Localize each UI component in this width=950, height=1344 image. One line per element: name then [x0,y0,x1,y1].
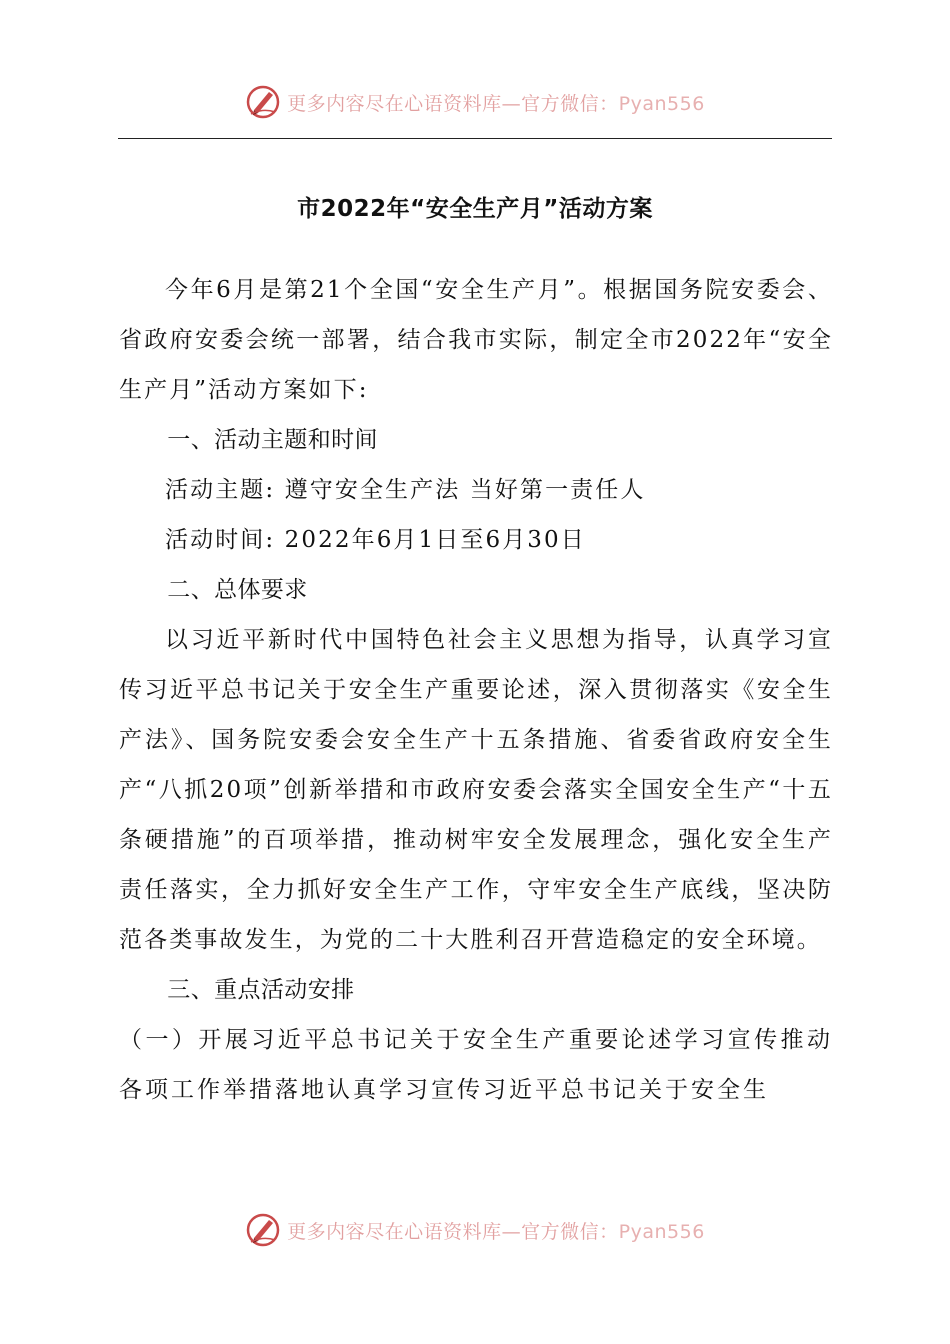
footer-watermark [0,1210,950,1250]
section-heading-3: 三、重点活动安排 [167,977,355,1003]
pen-on-paper-icon [245,1212,281,1248]
pen-on-paper-icon [245,84,281,120]
section-heading-1: 一、活动主题和时间 [167,427,378,453]
intro-paragraph: 今年6月是第21个全国“安全生产月”。根据国务院安委会、省政府安委会统一部署，结合我市实际，制定全市2022年“安全生产月”活动方案如下: [119,277,833,403]
activity-theme: 活动主题: 遵守安全生产法 当好第一责任人 [165,477,646,503]
activity-time: 活动时间: 2022年6月1日至6月30日 [165,527,586,553]
header-rule [118,138,832,139]
section-heading-2: 二、总体要求 [167,577,308,603]
header-watermark [0,82,950,122]
watermark-text: 更多内容尽在心语资料库—官方微信：Pyan556 [287,1220,705,1243]
watermark-text: 更多内容尽在心语资料库—官方微信：Pyan556 [287,92,705,115]
document-body [119,265,833,1115]
section2-paragraph: 以习近平新时代中国特色社会主义思想为指导，认真学习宣传习近平总书记关于安全生产重要论述，深入贯彻落实《安全生产法》、国务院安委会安全生产十五条措施、省委省政府安全生产“八抓20项”创新举措和市政府安委会落实全国安全生产“十五条硬措施”的百项举措，推动树牢安全发展理念，强化安全生产责任落实，全力抓好安全生产工作，守牢安全生产底线，坚决防范各类事故发生，为党的二十大胜利召开营造稳定的安全环境。 [119,627,833,953]
subsection-heading-1: （一）开展习近平总书记关于安全生产重要论述学习宣传推动各项工作举措落地认真学习宣传习近平总书记关于安全生 [119,1027,833,1103]
document-title: 市2022年“安全生产月”活动方案 [297,196,653,222]
